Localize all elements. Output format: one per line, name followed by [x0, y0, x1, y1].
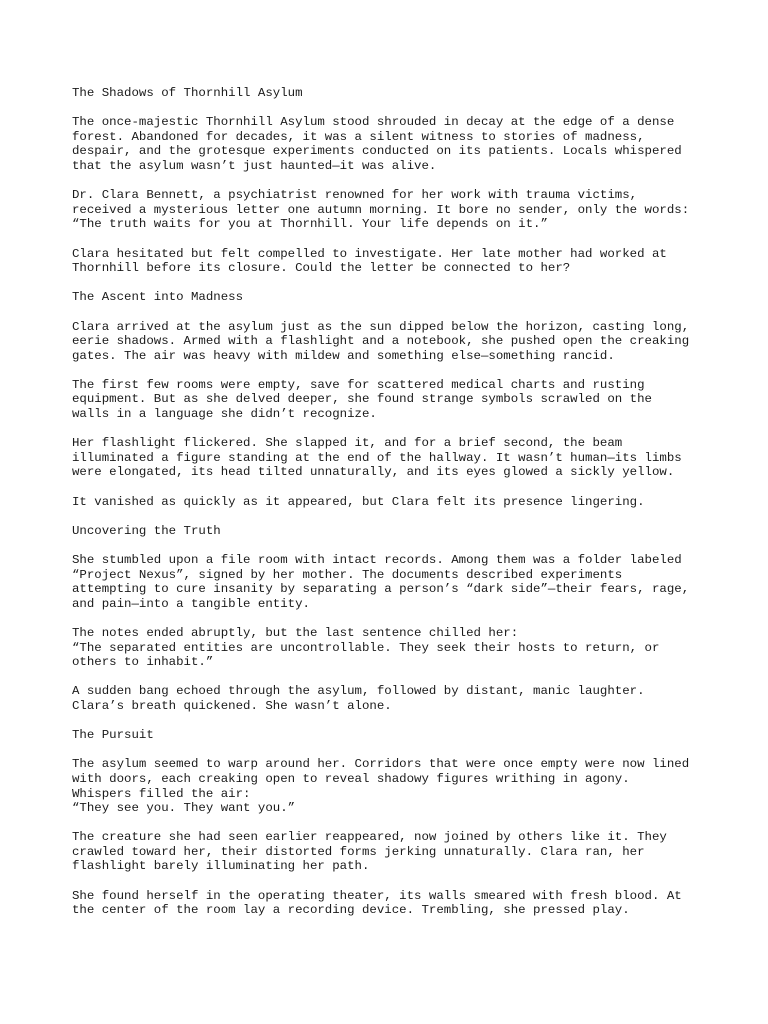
paragraph: She stumbled upon a file room with intact records. Among them was a folder labeled “Project Nexus”, signed by her mother. The documents described experiments attempting to cure insanity by separating a person’s “dark side”—their fears, rage, and pain—into a tangible entity. — [72, 553, 690, 611]
section-heading: The Pursuit — [72, 728, 154, 743]
paragraph: The first few rooms were empty, save for scattered medical charts and rusting equipment. But as she delved deeper, she found strange symbols scrawled on the walls in a language she didn’t recognize. — [72, 377, 652, 422]
section-heading: The Ascent into Madness — [72, 290, 244, 305]
paragraph: The creature she had seen earlier reappeared, now joined by others like it. They crawled toward her, their distorted forms jerking unnaturally. Clara ran, her flashlight barely illuminating her path. — [72, 830, 667, 874]
paragraph: Her flashlight flickered. She slapped it, and for a brief second, the beam illuminated a figure standing at the end of the hallway. It wasn’t human—its limbs were elongated, its head tilted unnaturally, and its eyes glowed a sickly yellow. — [72, 436, 682, 480]
section-heading: Uncovering the Truth — [72, 523, 221, 538]
paragraph: A sudden bang echoed through the asylum, followed by distant, manic laughter. Clara’s breath quickened. She wasn’t alone. — [72, 684, 645, 713]
paragraph: Dr. Clara Bennett, a psychiatrist renowned for her work with trauma victims, received a mysterious letter one autumn morning. It bore no sender, only the words: “The truth waits for you at Thornhill. Your life depends on it.” — [72, 188, 690, 232]
paragraph: The notes ended abruptly, but the last sentence chilled her: “The separated entities are uncontrollable. They seek their hosts to return, or others to inhabit.” — [72, 625, 660, 670]
document-body — [72, 86, 712, 932]
paragraph: Clara arrived at the asylum just as the sun dipped below the horizon, casting long, eerie shadows. Armed with a flashlight and a notebook, she pushed open the creaking gates. The air was heavy with mildew and something else—something rancid. — [72, 319, 690, 363]
paragraph: It vanished as quickly as it appeared, but Clara felt its presence lingering. — [72, 494, 645, 509]
paragraph: The asylum seemed to warp around her. Corridors that were once empty were now lined with doors, each creaking open to reveal shadowy figures writhing in agony. Whispers filled the air: “They see you. They want you.” — [72, 757, 690, 816]
paragraph: The once-majestic Thornhill Asylum stood shrouded in decay at the edge of a dense forest. Abandoned for decades, it was a silent witness to stories of madness, despair, and the grotesque experiments conducted on its patients. Locals whispered that the asylum wasn’t just haunted—it was alive. — [72, 115, 682, 173]
paragraph: She found herself in the operating theater, its walls smeared with fresh blood. At the center of the room lay a recording device. Trembling, she pressed play. — [72, 888, 682, 918]
paragraph: Clara hesitated but felt compelled to investigate. Her late mother had worked at Thornhill before its closure. Could the letter be connected to her? — [72, 246, 667, 276]
document-title: The Shadows of Thornhill Asylum — [72, 86, 303, 100]
